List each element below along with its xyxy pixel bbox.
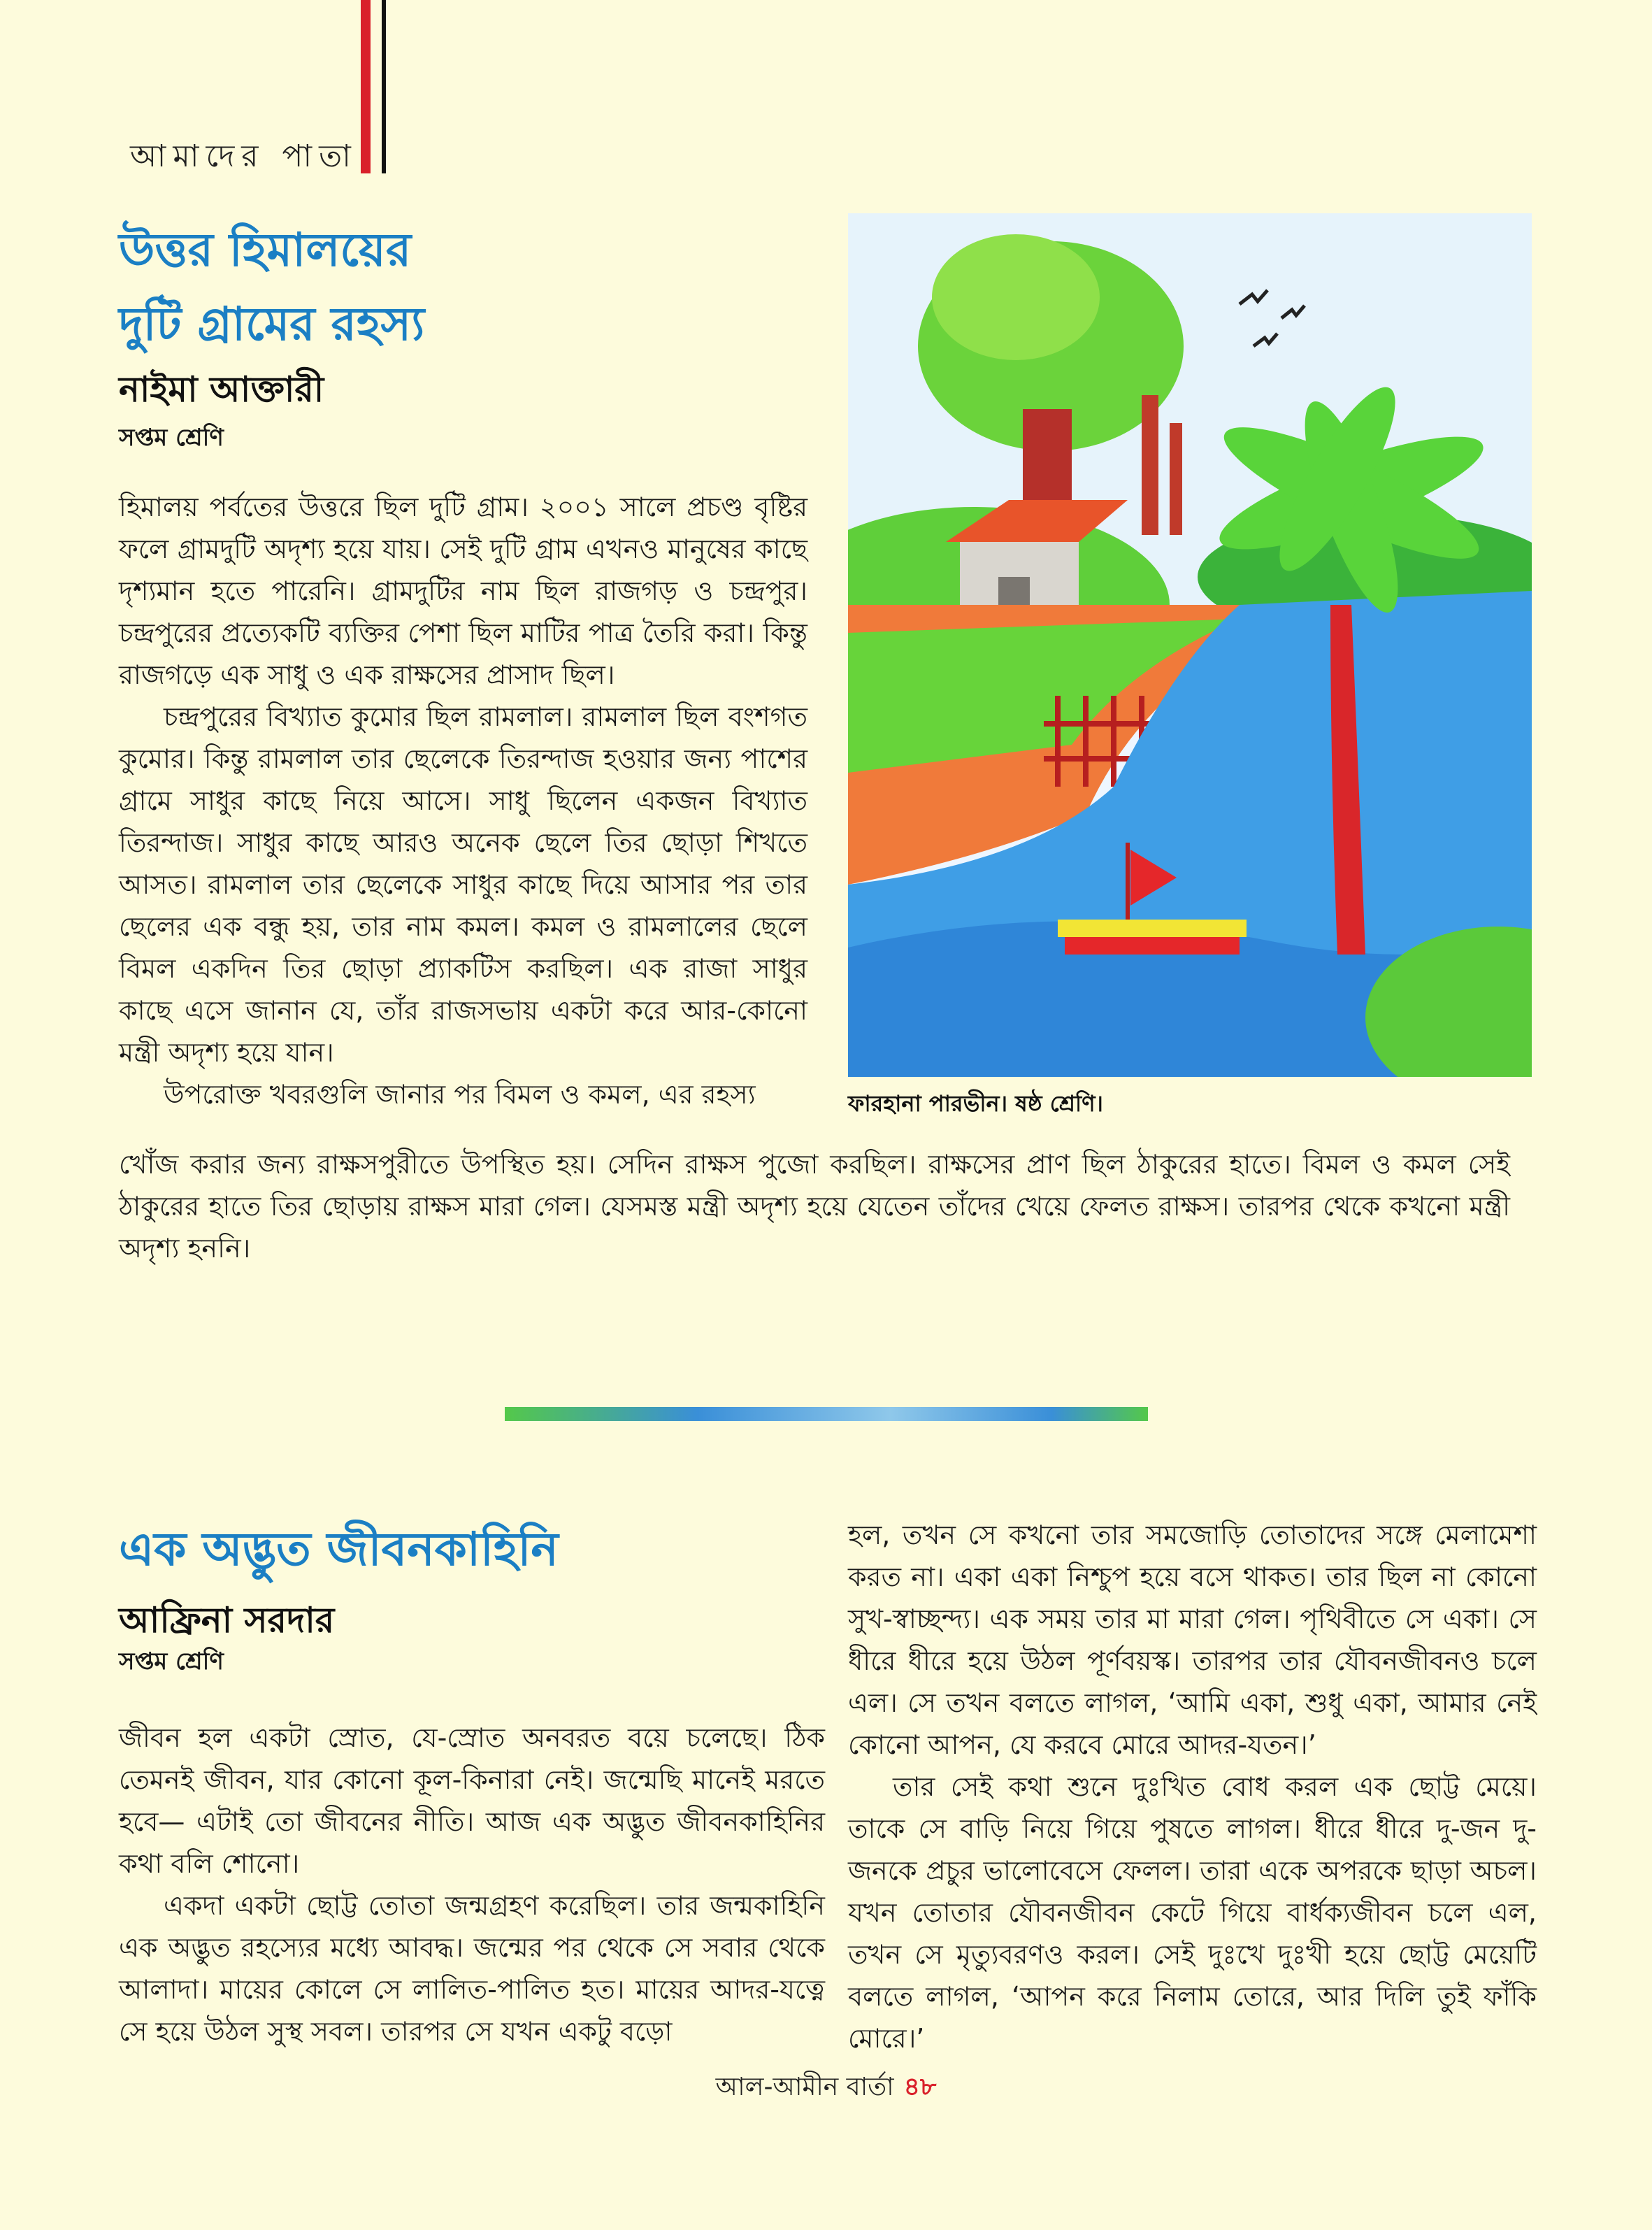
story1-para1: হিমালয় পর্বতের উত্তরে ছিল দুটি গ্রাম। ২০০১ সালে প্রচণ্ড বৃষ্টির ফলে গ্রামদুটি অদৃশ্য হয়ে যায়। সেই দুটি গ্রাম এখনও মানুষের কাছে দৃশ্যমান হতে পারেনি। গ্রামদুটির নাম ছিল রাজগড় ও চন্দ্রপুর। চন্দ্রপুরের প্রত্যেকটি ব্যক্তির পেশা ছিল মাটির পাত্র তৈরি করা। কিন্তু রাজগড়ে এক সাধু ও এক রাক্ষসের প্রাসাদ ছিল। [119,492,807,690]
story2-para1: জীবন হল একটা স্রোত, যে-স্রোত অনবরত বয়ে চলেছে। ঠিক তেমনই জীবন, যার কোনো কূল-কিনারা নেই। জন্মেছি মানেই মরতে হবে— এটাই তো জীবনের নীতি। আজ এক অদ্ভুত জীবনকাহিনির কথা বলি শোনো। [119,1722,825,1879]
story1-body-full [119,1143,1510,1269]
story2-author: আফ্রিনা সরদার [119,1600,335,1641]
story1-author: নাইমা আক্তারী [119,369,324,410]
story2-para3: তার সেই কথা শুনে দুঃখিত বোধ করল এক ছোট্ট মেয়ে। তাকে সে বাড়ি নিয়ে গিয়ে পুষতে লাগল। ধীরে ধীরে দু-জন দু-জনকে প্রচুর ভালোবেসে ফেলল। তারা একে অপরকে ছাড়া অচল। যখন তোতার যৌবনজীবন কেটে গিয়ে বার্ধক্যজীবন চলে এল, তখন সে মৃত্যুবরণও করল। সেই দুঃখে দুঃখী হয়ে ছোট্ট মেয়েটি বলতে লাগল, ‘আপন করে নিলাম তোরে, আর দিলি তুই ফাঁকি মোরে।’ [848,1771,1537,2054]
story1-title [119,213,748,362]
page-footer [0,2068,1652,2110]
story1-grade: সপ্তম শ্রেণি [119,424,224,452]
header-red-bar [361,0,371,173]
story2-left-column [119,1717,825,2052]
story2-grade: সপ্তম শ্রেণি [119,1648,224,1675]
header-black-bar [382,0,386,173]
story1-title-line1: উত্তর হিমালয়ের [119,223,412,277]
section-label: আমাদের পাতা [130,138,358,174]
story2-title: এক অদ্ভুত জীবনকাহিনি [119,1522,559,1576]
divider-gradient [505,1407,1148,1421]
story2-para2-cont: হল, তখন সে কখনো তার সমজোড়ি তোতাদের সঙ্গে মেলামেশা করত না। একা একা নিশ্চুপ হয়ে বসে থাকত। তার ছিল না কোনো সুখ-স্বাচ্ছন্দ্য। এক সময় তার মা মারা গেল। পৃথিবীতে সে একা। সে ধীরে ধীরে হয়ে উঠল পূর্ণবয়স্ক। তারপর তার যৌবনজীবনও চলে এল। সে তখন বলতে লাগল, ‘আমি একা, শুধু একা, আমার নেই কোনো আপন, যে করবে মোরে আদর-যতন।’ [848,1520,1537,1760]
story1-para3-start: উপরোক্ত খবরগুলি জানার পর বিমল ও কমল, এর রহস্য [164,1079,756,1110]
landscape-drawing [848,213,1532,1077]
story1-para3-rest: খোঁজ করার জন্য রাক্ষসপুরীতে উপস্থিত হয়। সেদিন রাক্ষস পুজো করছিল। রাক্ষসের প্রাণ ছিল ঠাকুরের হাতে। বিমল ও কমল সেই ঠাকুরের হাতে তির ছোড়ায় রাক্ষস মারা গেল। যেসমস্ত মন্ত্রী অদৃশ্য হয়ে যেতেন তাঁদের খেয়ে ফেলত রাক্ষস। তারপর থেকে কখনো মন্ত্রী অদৃশ্য হননি। [119,1149,1510,1264]
page-number: ৪৮ [903,2073,937,2101]
story2-right-column [848,1514,1537,2059]
story1-title-line2: দুটি গ্রামের রহস্য [119,297,425,351]
section-divider-strip [505,1407,1148,1421]
story1-para2: চন্দ্রপুরের বিখ্যাত কুমোর ছিল রামলাল। রামলাল ছিল বংশগত কুমোর। কিন্তু রামলাল তার ছেলেকে তিরন্দাজ হওয়ার জন্য পাশের গ্রামে সাধুর কাছে নিয়ে আসে। সাধু ছিলেন একজন বিখ্যাত তিরন্দাজ। সাধুর কাছে আরও অনেক ছেলে তির ছোড়া শিখতে আসত। রামলাল তার ছেলেকে সাধুর কাছে দিয়ে আসার পর তার ছেলের এক বন্ধু হয়, তার নাম কমল। কমল ও রামলালের ছেলে বিমল একদিন তির ছোড়া প্র্যাকটিস করছিল। এক রাজা সাধুর কাছে এসে জানান যে, তাঁর রাজসভায় একটা করে আর-কোনো মন্ত্রী অদৃশ্য হয়ে যান। [119,701,807,1068]
magazine-name: আল-আমীন বার্তা [715,2073,894,2101]
story2-para2: একদা একটা ছোট্ট তোতা জন্মগ্রহণ করেছিল। তার জন্মকাহিনি এক অদ্ভুত রহস্যের মধ্যে আবদ্ধ। জন্মের পর থেকে সে সবার থেকে আলাদা। মায়ের কোলে সে লালিত-পালিত হত। মায়ের আদর-যত্নে সে হয়ে উঠল সুস্থ সবল। তারপর সে যখন একটু বড়ো [119,1890,825,2047]
story1-body-column [119,486,807,1115]
illustration-caption: ফারহানা পারভীন। ষষ্ঠ শ্রেণি। [848,1090,1103,1117]
crayon-landscape-illustration [848,213,1532,1077]
